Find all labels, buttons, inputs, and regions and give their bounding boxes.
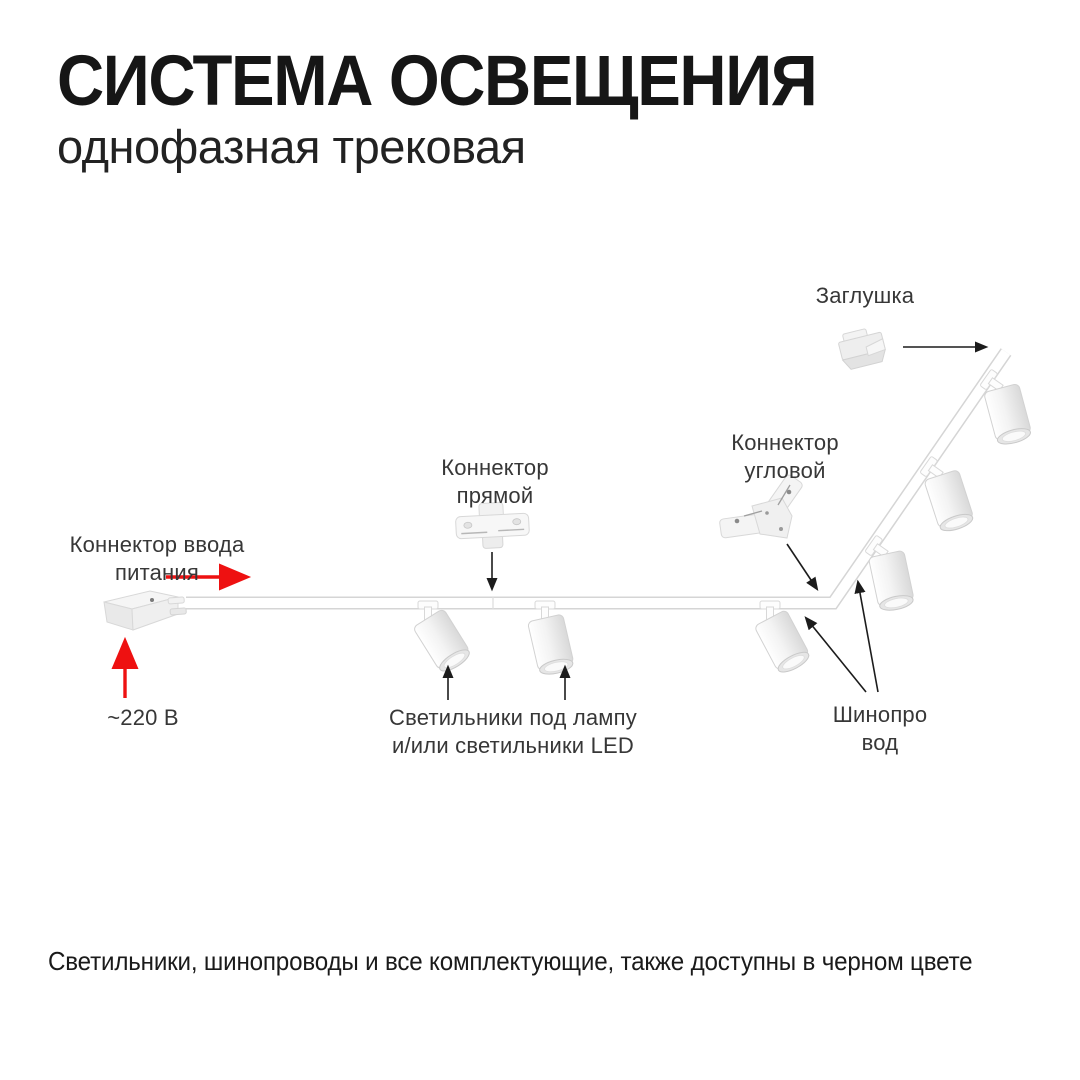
end-cap-label-text: Заглушка xyxy=(815,283,915,308)
power-input-label xyxy=(52,531,262,587)
corner-connector-label-line1: Коннектор xyxy=(731,430,839,455)
end-cap-piece xyxy=(837,325,888,371)
spotlight-5 xyxy=(920,456,976,534)
power-input-label-line2: питания xyxy=(114,560,200,585)
busbar-label xyxy=(810,701,950,757)
straight-connector-label xyxy=(410,454,580,510)
power-connector-piece xyxy=(104,591,186,630)
page-title: СИСТЕМА ОСВЕЩЕНИЯ xyxy=(57,42,817,121)
page-subtitle: однофазная трековая xyxy=(57,120,526,173)
end-cap-label xyxy=(790,282,940,310)
spotlight-3 xyxy=(754,601,812,676)
corner-connector-label xyxy=(700,429,870,485)
arrow-busbar-1 xyxy=(806,618,866,692)
voltage-label-text: ~220 В xyxy=(107,705,179,730)
fixtures-label-line1: Светильники под лампу xyxy=(389,705,637,730)
fixtures-label-line2: и/или светильники LED xyxy=(392,733,634,758)
fixtures-label xyxy=(343,704,683,760)
footer-note: Светильники, шинопроводы и все комплектующие, также доступны в черном цвете xyxy=(48,946,973,976)
power-input-label-line1: Коннектор ввода xyxy=(69,532,245,557)
straight-connector-label-line2: прямой xyxy=(456,483,534,508)
voltage-label xyxy=(73,704,213,732)
straight-connector-label-line1: Коннектор xyxy=(441,455,549,480)
busbar-label-line1: Шинопро xyxy=(832,702,928,727)
spotlight-2 xyxy=(527,601,575,677)
spotlight-6 xyxy=(980,369,1033,447)
busbar-label-line2: вод xyxy=(861,730,899,755)
arrow-busbar-2 xyxy=(858,582,878,692)
spotlight-1 xyxy=(413,601,473,675)
spotlight-4 xyxy=(865,535,916,613)
arrow-corner-connector xyxy=(787,544,817,589)
corner-connector-label-line2: угловой xyxy=(744,458,826,483)
